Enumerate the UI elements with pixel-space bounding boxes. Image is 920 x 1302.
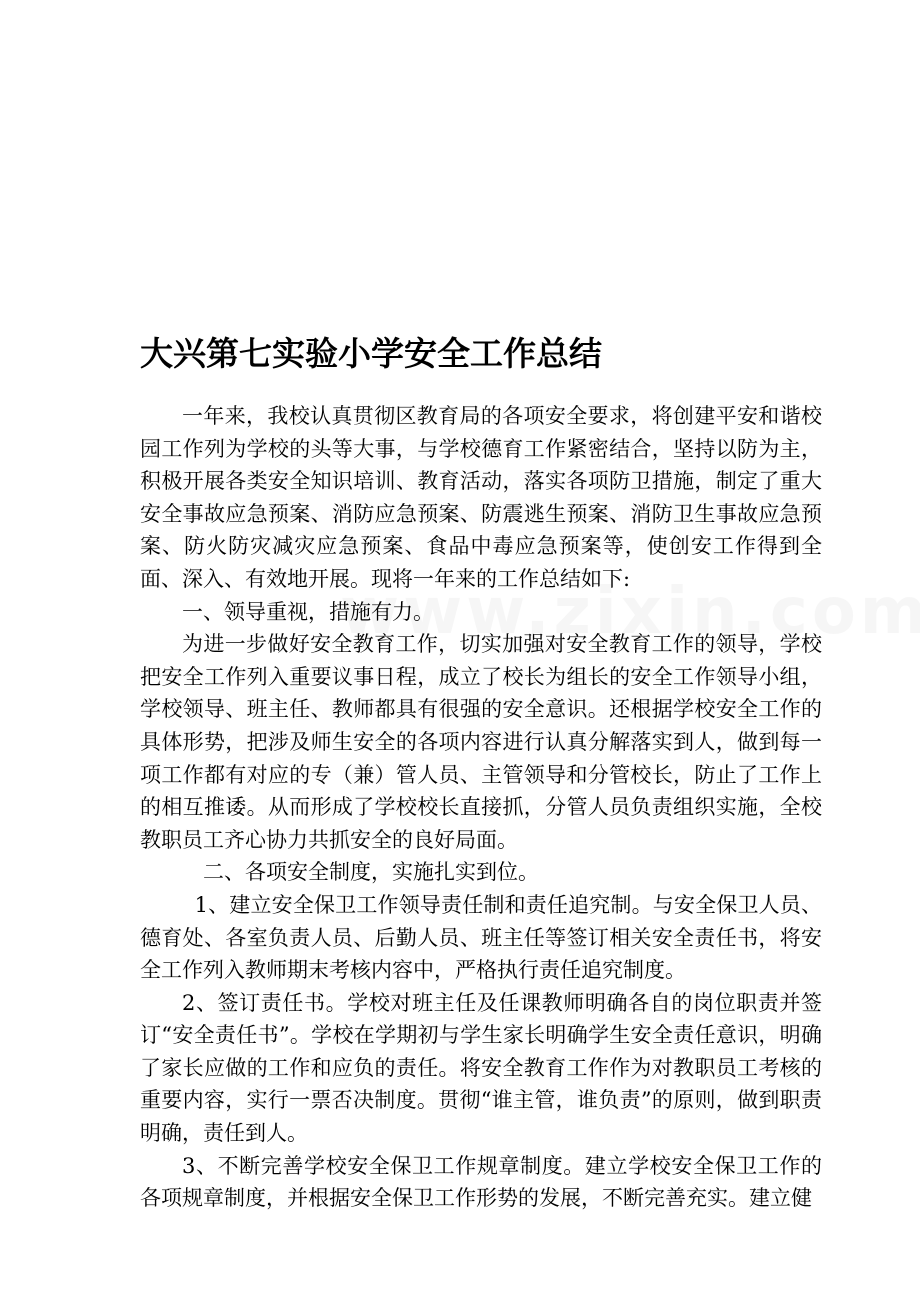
paragraph-item-2: 2、签订责任书。学校对班主任及任课教师明确各自的岗位职责并签订“安全责任书”。学校在学期初与学生家长明确学生安全责任意识，明确了家长应做的工作和应负的责任。将安全教育工作作为对教职员工考核的重要内容，实行一票否决制度。贯彻“谁主管，谁负责”的原则，做到职责明确，责任到人。 (140, 990, 822, 1146)
paragraph-item-1: 1、建立安全保卫工作领导责任制和责任追究制。与安全保卫人员、德育处、各室负责人员、后勤人员、班主任等签订相关安全责任书，将安全工作列入教师期末考核内容中，严格执行责任追究制度。 (140, 892, 822, 983)
section-heading-2: 二、各项安全制度，实施扎实到位。 (203, 860, 539, 885)
document-body (140, 400, 822, 1215)
section-heading-1: 一、领导重视，措施有力。 (182, 599, 434, 624)
document-title: 大兴第七实验小学安全工作总结 (140, 334, 602, 373)
paragraph-intro: 一年来，我校认真贯彻区教育局的各项安全要求，将创建平安和谐校园工作列为学校的头等大事，与学校德育工作紧密结合，坚持以防为主，积极开展各类安全知识培训、教育活动，落实各项防卫措施，制定了重大安全事故应急预案、消防应急预案、防震逃生预案、消防卫生事故应急预案、防火防灾减灾应急预案、食品中毒应急预案等，使创安工作得到全面、深入、有效地开展。现将一年来的工作总结如下: (140, 404, 822, 591)
paragraph-section-1: 为进一步做好安全教育工作，切实加强对安全教育工作的领导，学校把安全工作列入重要议事日程，成立了校长为组长的安全工作领导小组，学校领导、班主任、教师都具有很强的安全意识。还根据学校安全工作的具体形势，把涉及师生安全的各项内容进行认真分解落实到人，做到每一项工作都有对应的专（兼）管人员、主管领导和分管校长，防止了工作上的相互推诿。从而形成了学校校长直接抓，分管人员负责组织实施，全校教职员工齐心协力共抓安全的良好局面。 (140, 632, 822, 852)
paragraph-item-3: 3、不断完善学校安全保卫工作规章制度。建立学校安全保卫工作的各项规章制度，并根据安全保卫工作形势的发展，不断完善充实。建立健 (140, 1153, 822, 1211)
